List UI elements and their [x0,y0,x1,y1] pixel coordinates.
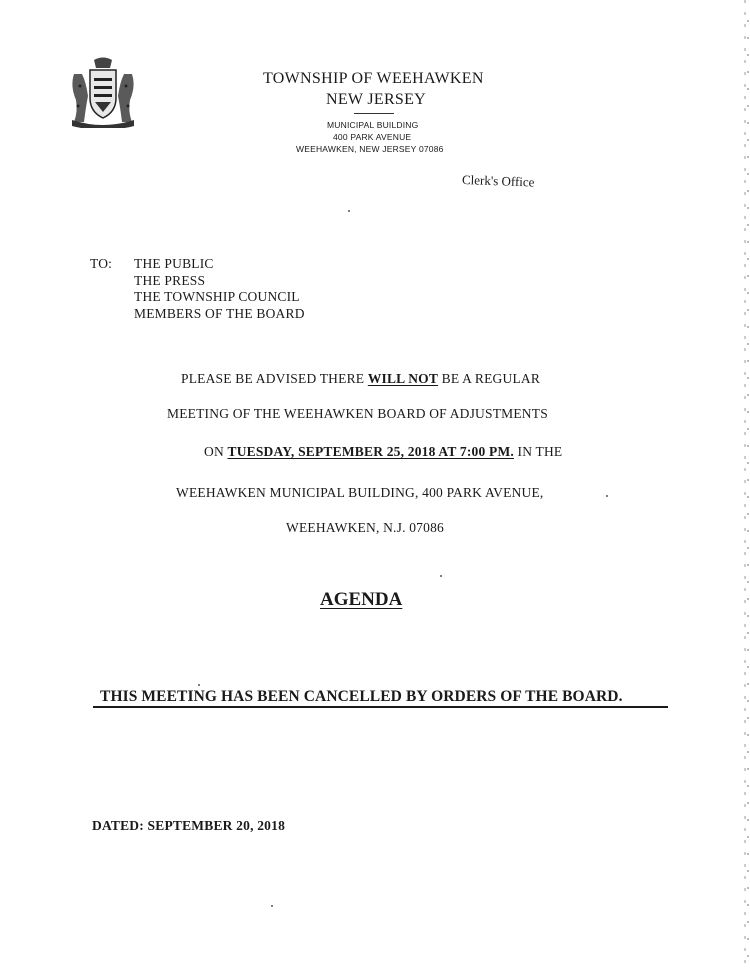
scan-speck [606,495,608,497]
letterhead-divider [354,113,394,114]
scan-speck [198,684,200,686]
state-name: NEW JERSEY [326,91,427,108]
cancellation-underline [93,706,668,708]
office-name: Clerk's Office [461,172,535,190]
township-name: TOWNSHIP OF WEEHAWKEN [263,70,484,87]
scan-speck [440,575,442,577]
scan-speck [271,905,273,907]
meeting-date: TUESDAY, SEPTEMBER 25, 2018 AT 7:00 PM. [227,444,514,459]
notice-line-1: PLEASE BE ADVISED THERE WILL NOT BE A REGULAR [181,371,541,386]
notice-line-5: WEEHAWKEN, N.J. 07086 [286,520,444,535]
notice-emphasis: WILL NOT [367,371,439,386]
address-line-3: WEEHAWKEN, NEW JERSEY 07086 [296,144,444,154]
notice-line-3: ON TUESDAY, SEPTEMBER 25, 2018 AT 7:00 PM. IN THE [204,444,563,459]
recipient-line: MEMBERS OF THE BOARD [134,306,305,321]
scan-edge-marks [738,0,750,971]
state-seal-icon [68,56,138,128]
recipient-line: THE TOWNSHIP COUNCIL [134,289,300,304]
cancellation-notice: THIS MEETING HAS BEEN CANCELLED BY ORDERS OF THE BOARD. [100,688,623,705]
address-line-1: MUNICIPAL BUILDING [327,120,419,130]
notice-line-2: MEETING OF THE WEEHAWKEN BOARD OF ADJUSTMENTS [167,406,548,421]
address-line-2: 400 PARK AVENUE [333,132,412,142]
to-label: TO: [90,256,113,271]
recipient-line: THE PRESS [134,273,206,288]
recipient-line: THE PUBLIC [134,256,214,271]
scan-speck [348,210,350,212]
dated-line: DATED: SEPTEMBER 20, 2018 [92,818,286,833]
notice-line-4: WEEHAWKEN MUNICIPAL BUILDING, 400 PARK AVENUE, [176,485,544,500]
agenda-heading: AGENDA [320,589,403,610]
